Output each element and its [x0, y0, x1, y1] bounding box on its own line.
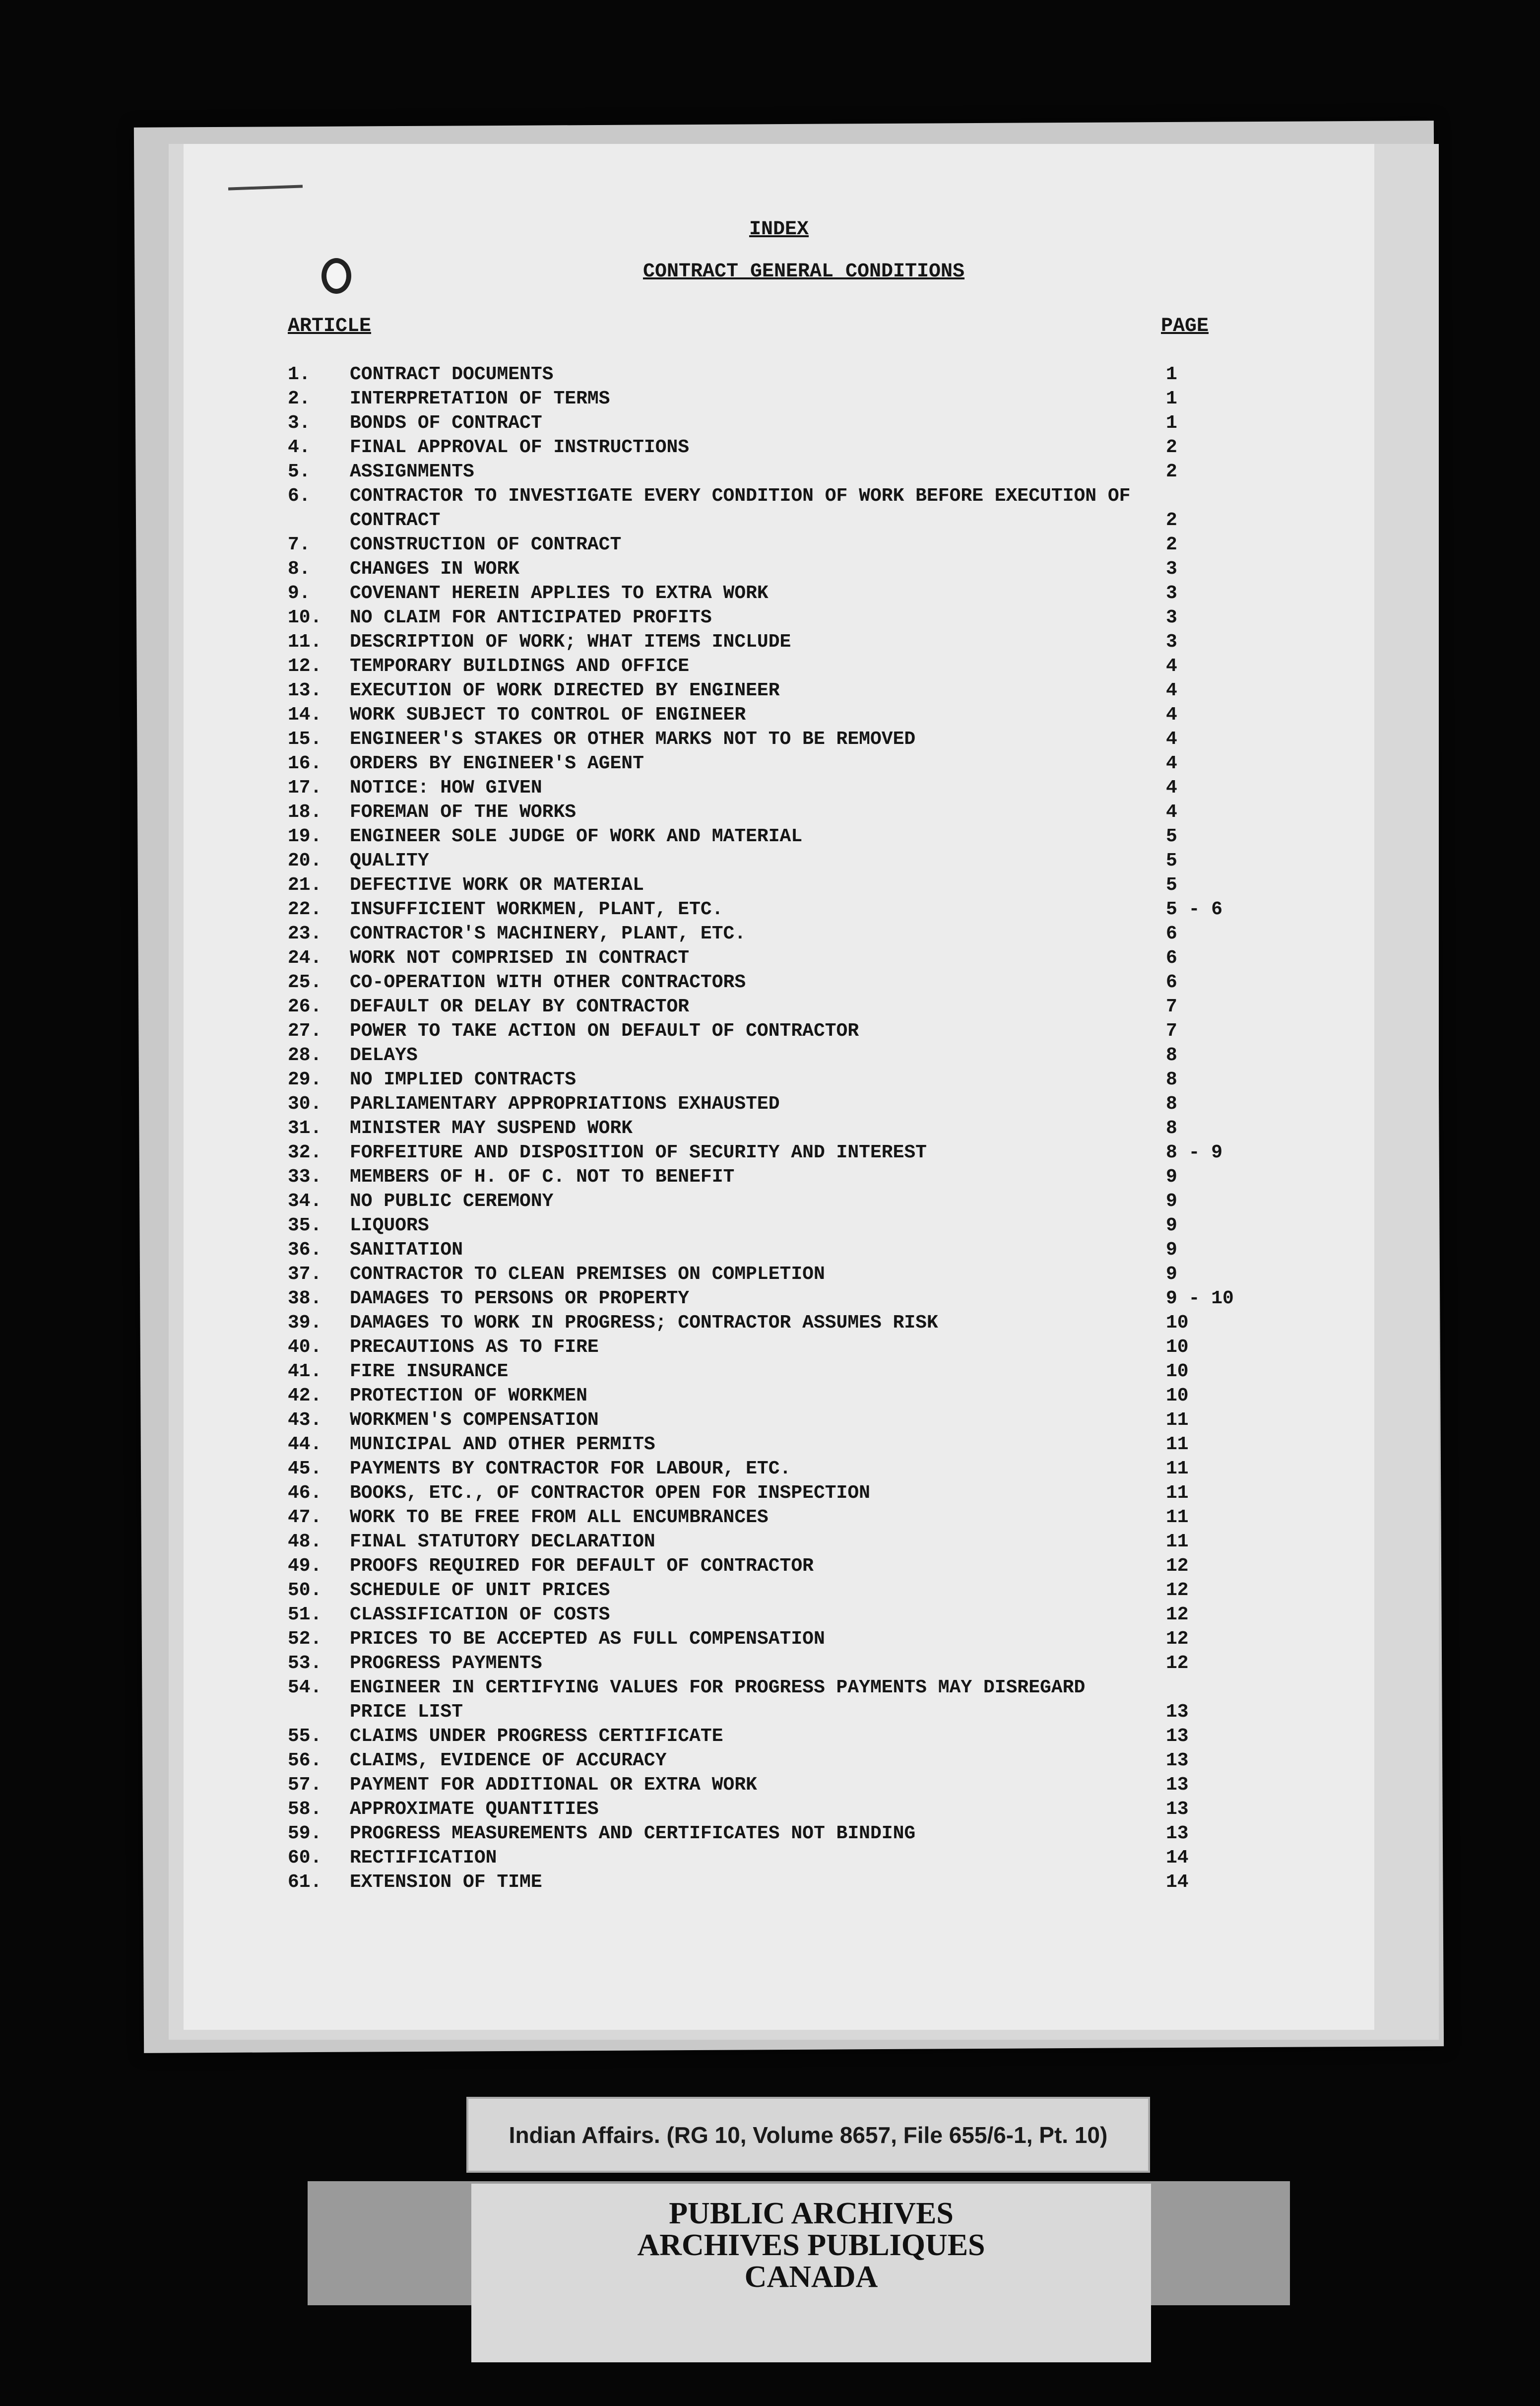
entry-page: 9 [1166, 1166, 1177, 1188]
entry-number: 52. [288, 1628, 322, 1650]
entry-page: 3 [1166, 583, 1177, 604]
entry-number: 49. [288, 1555, 322, 1577]
entry-number: 42. [288, 1385, 322, 1406]
entry-label: PROTECTION OF WORKMEN [350, 1385, 587, 1406]
index-entry [184, 411, 1374, 435]
entry-page: 3 [1166, 631, 1177, 653]
entry-page: 9 - 10 [1166, 1288, 1234, 1309]
index-entry [184, 557, 1374, 581]
entry-number: 54. [288, 1677, 322, 1698]
entry-page: 4 [1166, 656, 1177, 677]
entry-page: 6 [1166, 923, 1177, 944]
punch-hole [321, 258, 351, 294]
index-entry [184, 1457, 1374, 1481]
index-entry [184, 581, 1374, 605]
entry-label: CONTRACTOR TO CLEAN PREMISES ON COMPLETION [350, 1264, 825, 1285]
page-column-header: PAGE [1161, 315, 1209, 337]
entry-label: PROGRESS MEASUREMENTS AND CERTIFICATES NOT BINDING [350, 1823, 916, 1844]
entry-label: NO PUBLIC CEREMONY [350, 1191, 554, 1212]
entry-number: 17. [288, 777, 322, 799]
entry-number: 10. [288, 607, 322, 628]
entry-label: PROOFS REQUIRED FOR DEFAULT OF CONTRACTOR [350, 1555, 814, 1577]
entry-page: 13 [1166, 1701, 1189, 1723]
entry-label: PARLIAMENTARY APPROPRIATIONS EXHAUSTED [350, 1093, 780, 1115]
entry-page: 8 [1166, 1093, 1177, 1115]
entry-page: 10 [1166, 1312, 1189, 1334]
entry-page: 4 [1166, 680, 1177, 701]
index-entry [184, 654, 1374, 678]
entry-number: 20. [288, 850, 322, 871]
entry-label: CHANGES IN WORK [350, 558, 520, 580]
index-entry [184, 1651, 1374, 1675]
entry-number: 50. [288, 1580, 322, 1601]
index-entry [184, 460, 1374, 484]
entry-label: ASSIGNMENTS [350, 461, 474, 482]
index-entry [184, 1384, 1374, 1408]
entry-page: 13 [1166, 1750, 1189, 1771]
entry-label: MUNICIPAL AND OTHER PERMITS [350, 1434, 655, 1455]
index-entry [184, 1748, 1374, 1773]
index-entry [184, 1311, 1374, 1335]
entry-page: 13 [1166, 1823, 1189, 1844]
index-entry [184, 1578, 1374, 1603]
index-entry [184, 1505, 1374, 1530]
entry-page: 12 [1166, 1555, 1189, 1577]
index-entry [184, 678, 1374, 703]
entry-page: 12 [1166, 1628, 1189, 1650]
index-entry [184, 1408, 1374, 1432]
entry-label: FORFEITURE AND DISPOSITION OF SECURITY AND INTEREST [350, 1142, 927, 1163]
entry-number: 31. [288, 1118, 322, 1139]
index-entry [184, 1068, 1374, 1092]
entry-page: 8 [1166, 1069, 1177, 1090]
entry-page: 2 [1166, 437, 1177, 458]
entry-page: 6 [1166, 947, 1177, 969]
entry-number: 14. [288, 704, 322, 726]
entry-label: DAMAGES TO PERSONS OR PROPERTY [350, 1288, 690, 1309]
entry-number: 13. [288, 680, 322, 701]
entry-number: 60. [288, 1847, 322, 1869]
index-entry [184, 1359, 1374, 1384]
entry-page: 13 [1166, 1774, 1189, 1796]
entry-number: 24. [288, 947, 322, 969]
entry-number: 23. [288, 923, 322, 944]
entry-page: 5 - 6 [1166, 899, 1223, 920]
entry-page: 4 [1166, 753, 1177, 774]
entry-label: WORK TO BE FREE FROM ALL ENCUMBRANCES [350, 1507, 769, 1528]
index-entry [184, 897, 1374, 922]
entry-number: 27. [288, 1020, 322, 1042]
entry-label: CLAIMS UNDER PROGRESS CERTIFICATE [350, 1726, 723, 1747]
entry-number: 15. [288, 729, 322, 750]
entry-number: 43. [288, 1409, 322, 1431]
entry-page: 6 [1166, 972, 1177, 993]
entry-page: 1 [1166, 388, 1177, 409]
index-entry [184, 1603, 1374, 1627]
entry-label: SANITATION [350, 1239, 463, 1261]
entry-page: 11 [1166, 1458, 1189, 1479]
entry-number: 58. [288, 1799, 322, 1820]
entry-page: 13 [1166, 1726, 1189, 1747]
entry-number: 25. [288, 972, 322, 993]
entry-page: 4 [1166, 729, 1177, 750]
index-entry [184, 1530, 1374, 1554]
entry-page: 8 [1166, 1045, 1177, 1066]
index-entry [184, 824, 1374, 849]
entry-label: WORK NOT COMPRISED IN CONTRACT [350, 947, 690, 969]
entry-label: CLASSIFICATION OF COSTS [350, 1604, 610, 1625]
entry-number: 28. [288, 1045, 322, 1066]
entry-number: 2. [288, 388, 311, 409]
index-entry [184, 387, 1374, 411]
entry-label: PRECAUTIONS AS TO FIRE [350, 1337, 599, 1358]
entry-number: 41. [288, 1361, 322, 1382]
entry-number: 35. [288, 1215, 322, 1236]
stamp-line-1: PUBLIC ARCHIVES [669, 2197, 954, 2230]
index-entry [184, 1335, 1374, 1359]
entry-number: 34. [288, 1191, 322, 1212]
entry-label: CONSTRUCTION OF CONTRACT [350, 534, 622, 555]
index-entry [184, 362, 1374, 387]
entry-number: 40. [288, 1337, 322, 1358]
entry-label: RECTIFICATION [350, 1847, 497, 1869]
entry-label: BOOKS, ETC., OF CONTRACTOR OPEN FOR INSPECTION [350, 1482, 870, 1504]
index-entry [184, 776, 1374, 800]
page-subtitle: CONTRACT GENERAL CONDITIONS [642, 261, 965, 283]
entry-label: QUALITY [350, 850, 429, 871]
index-entry [184, 630, 1374, 654]
entry-number: 59. [288, 1823, 322, 1844]
entry-page: 4 [1166, 704, 1177, 726]
entry-number: 53. [288, 1653, 322, 1674]
entry-label: CONTRACTOR'S MACHINERY, PLANT, ETC. [350, 923, 746, 944]
entry-page: 14 [1166, 1847, 1189, 1869]
index-entry [184, 1116, 1374, 1140]
entry-number: 51. [288, 1604, 322, 1625]
entry-page: 4 [1166, 802, 1177, 823]
entry-page: 3 [1166, 558, 1177, 580]
entry-page: 5 [1166, 826, 1177, 847]
index-entry [184, 1554, 1374, 1578]
entry-number: 30. [288, 1093, 322, 1115]
entry-label: LIQUORS [350, 1215, 429, 1236]
entry-page: 2 [1166, 461, 1177, 482]
index-entry [184, 1189, 1374, 1213]
index-entry [184, 922, 1374, 946]
entry-number: 6. [288, 485, 311, 507]
entry-number: 1. [288, 364, 311, 385]
index-entry [184, 849, 1374, 873]
archives-stamp [471, 2184, 1151, 2362]
index-entry [184, 1797, 1374, 1821]
archive-reference-caption: Indian Affairs. (RG 10, Volume 8657, File 655/6-1, Pt. 10) [466, 2097, 1150, 2173]
entry-label: DAMAGES TO WORK IN PROGRESS; CONTRACTOR ASSUMES RISK [350, 1312, 938, 1334]
pencil-mark [228, 185, 303, 190]
entry-label: INSUFFICIENT WORKMEN, PLANT, ETC. [350, 899, 723, 920]
entry-number: 56. [288, 1750, 322, 1771]
entry-label: FIRE INSURANCE [350, 1361, 509, 1382]
index-entry [184, 800, 1374, 824]
index-list [184, 362, 1374, 1894]
entry-page: 12 [1166, 1604, 1189, 1625]
entry-page: 4 [1166, 777, 1177, 799]
entry-number: 5. [288, 461, 311, 482]
index-entry [184, 1092, 1374, 1116]
entry-page: 10 [1166, 1385, 1189, 1406]
index-entry [184, 1019, 1374, 1043]
entry-label: WORKMEN'S COMPENSATION [350, 1409, 599, 1431]
entry-label: CONTRACT DOCUMENTS [350, 364, 554, 385]
index-entry [184, 1773, 1374, 1797]
entry-number: 61. [288, 1871, 322, 1893]
document-page [184, 144, 1374, 2030]
entry-label: CONTRACTOR TO INVESTIGATE EVERY CONDITION OF WORK BEFORE EXECUTION OF CONTRACT [350, 485, 1131, 531]
index-entry [184, 533, 1374, 557]
entry-number: 22. [288, 899, 322, 920]
entry-page: 9 [1166, 1239, 1177, 1261]
index-entry [184, 1675, 1374, 1724]
entry-number: 11. [288, 631, 322, 653]
entry-label: PROGRESS PAYMENTS [350, 1653, 542, 1674]
entry-page: 2 [1166, 534, 1177, 555]
index-entry [184, 1846, 1374, 1870]
entry-page: 1 [1166, 412, 1177, 434]
entry-number: 7. [288, 534, 311, 555]
entry-number: 8. [288, 558, 311, 580]
entry-number: 55. [288, 1726, 322, 1747]
entry-page: 3 [1166, 607, 1177, 628]
entry-label: MEMBERS OF H. OF C. NOT TO BENEFIT [350, 1166, 735, 1188]
entry-label: FINAL APPROVAL OF INSTRUCTIONS [350, 437, 690, 458]
index-entry [184, 970, 1374, 995]
index-entry [184, 727, 1374, 751]
entry-label: PAYMENTS BY CONTRACTOR FOR LABOUR, ETC. [350, 1458, 791, 1479]
index-entry [184, 703, 1374, 727]
entry-page: 9 [1166, 1264, 1177, 1285]
index-entry [184, 1238, 1374, 1262]
entry-label: DESCRIPTION OF WORK; WHAT ITEMS INCLUDE [350, 631, 791, 653]
entry-page: 9 [1166, 1191, 1177, 1212]
entry-label: FOREMAN OF THE WORKS [350, 802, 577, 823]
entry-number: 47. [288, 1507, 322, 1528]
entry-number: 16. [288, 753, 322, 774]
stamp-line-3: CANADA [744, 2260, 878, 2294]
index-entry [184, 1140, 1374, 1165]
index-entry [184, 1724, 1374, 1748]
stamp-line-2: ARCHIVES PUBLIQUES [637, 2228, 985, 2262]
entry-page: 9 [1166, 1215, 1177, 1236]
entry-label: TEMPORARY BUILDINGS AND OFFICE [350, 656, 690, 677]
entry-label: NOTICE: HOW GIVEN [350, 777, 542, 799]
entry-page: 12 [1166, 1653, 1189, 1674]
index-entry [184, 1165, 1374, 1189]
entry-page: 8 - 9 [1166, 1142, 1223, 1163]
entry-number: 19. [288, 826, 322, 847]
entry-label: ORDERS BY ENGINEER'S AGENT [350, 753, 644, 774]
entry-page: 11 [1166, 1409, 1189, 1431]
entry-label: PRICES TO BE ACCEPTED AS FULL COMPENSATION [350, 1628, 825, 1650]
entry-label: ENGINEER'S STAKES OR OTHER MARKS NOT TO BE REMOVED [350, 729, 916, 750]
entry-number: 32. [288, 1142, 322, 1163]
entry-number: 36. [288, 1239, 322, 1261]
entry-page: 1 [1166, 364, 1177, 385]
entry-label: BONDS OF CONTRACT [350, 412, 542, 434]
index-entry [184, 946, 1374, 970]
entry-label: NO IMPLIED CONTRACTS [350, 1069, 577, 1090]
index-entry [184, 1286, 1374, 1311]
index-entry [184, 1870, 1374, 1894]
entry-page: 2 [1166, 510, 1177, 531]
entry-label: APPROXIMATE QUANTITIES [350, 1799, 599, 1820]
entry-page: 7 [1166, 996, 1177, 1017]
index-entry [184, 435, 1374, 460]
entry-number: 48. [288, 1531, 322, 1552]
entry-page: 11 [1166, 1482, 1189, 1504]
entry-number: 37. [288, 1264, 322, 1285]
entry-number: 39. [288, 1312, 322, 1334]
page-title: INDEX [749, 218, 809, 241]
index-entry [184, 1627, 1374, 1651]
entry-number: 45. [288, 1458, 322, 1479]
entry-number: 29. [288, 1069, 322, 1090]
entry-number: 57. [288, 1774, 322, 1796]
index-entry [184, 873, 1374, 897]
entry-label: WORK SUBJECT TO CONTROL OF ENGINEER [350, 704, 746, 726]
entry-label: CLAIMS, EVIDENCE OF ACCURACY [350, 1750, 667, 1771]
entry-page: 14 [1166, 1871, 1189, 1893]
entry-number: 38. [288, 1288, 322, 1309]
entry-label: DEFAULT OR DELAY BY CONTRACTOR [350, 996, 690, 1017]
index-entry [184, 605, 1374, 630]
entry-label: COVENANT HEREIN APPLIES TO EXTRA WORK [350, 583, 769, 604]
entry-page: 10 [1166, 1337, 1189, 1358]
entry-page: 11 [1166, 1507, 1189, 1528]
index-entry [184, 1481, 1374, 1505]
index-entry [184, 1262, 1374, 1286]
index-entry [184, 751, 1374, 776]
entry-page: 10 [1166, 1361, 1189, 1382]
entry-page: 11 [1166, 1531, 1189, 1552]
entry-label: MINISTER MAY SUSPEND WORK [350, 1118, 633, 1139]
entry-number: 12. [288, 656, 322, 677]
entry-label: DEFECTIVE WORK OR MATERIAL [350, 874, 644, 896]
entry-page: 7 [1166, 1020, 1177, 1042]
article-column-header: ARTICLE [288, 315, 372, 337]
entry-label: INTERPRETATION OF TERMS [350, 388, 610, 409]
entry-number: 26. [288, 996, 322, 1017]
index-entry [184, 995, 1374, 1019]
index-entry [184, 484, 1374, 533]
index-entry [184, 1213, 1374, 1238]
entry-page: 11 [1166, 1434, 1189, 1455]
entry-number: 46. [288, 1482, 322, 1504]
entry-number: 4. [288, 437, 311, 458]
index-entry [184, 1043, 1374, 1068]
entry-label: NO CLAIM FOR ANTICIPATED PROFITS [350, 607, 712, 628]
index-entry [184, 1821, 1374, 1846]
entry-page: 12 [1166, 1580, 1189, 1601]
entry-label: POWER TO TAKE ACTION ON DEFAULT OF CONTRACTOR [350, 1020, 859, 1042]
entry-number: 44. [288, 1434, 322, 1455]
entry-number: 33. [288, 1166, 322, 1188]
entry-label: FINAL STATUTORY DECLARATION [350, 1531, 655, 1552]
entry-label: DELAYS [350, 1045, 418, 1066]
entry-page: 13 [1166, 1799, 1189, 1820]
entry-label: SCHEDULE OF UNIT PRICES [350, 1580, 610, 1601]
entry-page: 5 [1166, 874, 1177, 896]
entry-label: CO-OPERATION WITH OTHER CONTRACTORS [350, 972, 746, 993]
entry-label: EXTENSION OF TIME [350, 1871, 542, 1893]
entry-label: EXECUTION OF WORK DIRECTED BY ENGINEER [350, 680, 780, 701]
index-entry [184, 1432, 1374, 1457]
entry-number: 18. [288, 802, 322, 823]
entry-number: 3. [288, 412, 311, 434]
entry-page: 5 [1166, 850, 1177, 871]
entry-label: ENGINEER SOLE JUDGE OF WORK AND MATERIAL [350, 826, 803, 847]
entry-label: PAYMENT FOR ADDITIONAL OR EXTRA WORK [350, 1774, 757, 1796]
entry-label: ENGINEER IN CERTIFYING VALUES FOR PROGRESS PAYMENTS MAY DISREGARD PRICE LIST [350, 1677, 1086, 1723]
entry-number: 21. [288, 874, 322, 896]
entry-page: 8 [1166, 1118, 1177, 1139]
entry-number: 9. [288, 583, 311, 604]
